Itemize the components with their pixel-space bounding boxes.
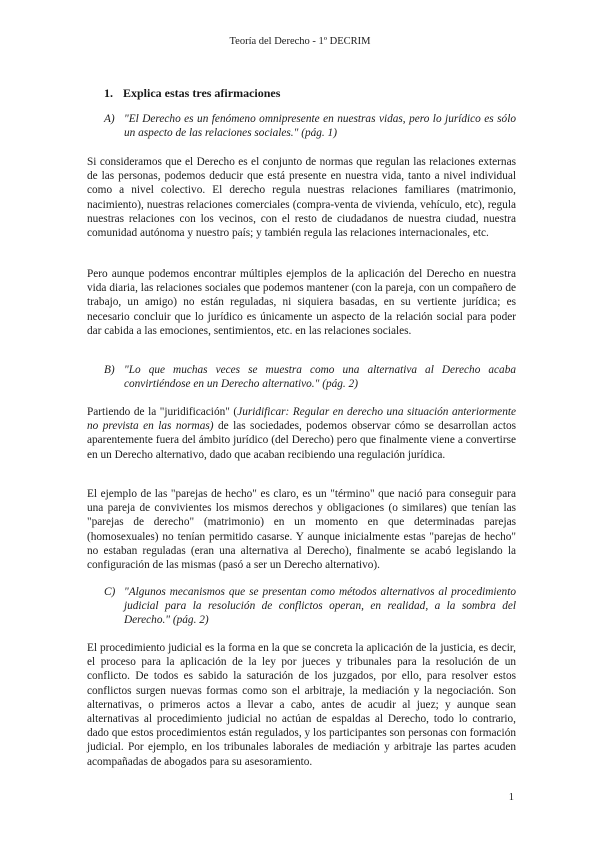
paragraph-b1-end: de las sociedades, podemos observar cómo se desarrollan actos aparentemente fuera del ámbito jurídico (del Derecho) pero que finalmente viene a convertirse en un Derecho alternativo, dado que acaban recibiendo una regulación jurídica. [87,420,517,461]
paragraph-b1 [87,405,516,462]
paragraph-a2: Pero aunque podemos encontrar múltiples ejemplos de la aplicación del Derecho en nuestra vida diaria, las relaciones sociales que podemos mantener (con la pareja, con un compañero de trabajo, un amigo) no están reguladas, ni siquiera basadas, en su vertiente jurídica; es necesario concluir que lo jurídico es únicamente un aspecto de la relación social para poder dar cabida a las emociones, sentimientos, etc. en las relaciones sociales. [87,268,516,337]
paragraph-a1: Si consideramos que el Derecho es el conjunto de normas que regulan las relaciones externas de las personas, podemos deducir que está presente en nuestra vida, tanto a nivel individual como a nivel colectivo. El derecho regula nuestras relaciones familiares (matrimonio, nacimiento), nuestras relaciones comerciales (compra-venta de vivienda, vehículo, etc), regula nuestras relaciones con los vecinos, con el resto de ciudadanos de nuestra ciudad, nuestra comunidad autónoma y nuestro país; y también regula las relaciones internacionales, etc. [87,156,516,240]
quote-b [104,363,516,391]
quote-a-label: A) [104,113,115,125]
section-number: 1. [104,86,113,100]
quote-a-text: "El Derecho es un fenómeno omnipresente en nuestras vidas, pero lo jurídico es sólo un aspecto de las relaciones sociales." (pág. 1) [124,113,516,139]
page-number: 1 [508,792,514,803]
juridificar-definition: Juridificar: Regular en derecho una situación anteriormente no prevista en las normas) [87,406,517,433]
quote-a [104,112,516,140]
paragraph-b1-start: Partiendo de la "juridificación" ( [87,406,238,418]
quote-c-label: C) [104,586,116,598]
quote-c-text: "Algunos mecanismos que se presentan como métodos alternativos al procedimiento judicial para la resolución de conflictos operan, en realidad, a la sombra del Derecho." (pág. 2) [124,586,516,626]
quote-b-text: "Lo que muchas veces se muestra como una alternativa al Derecho acaba convirtiéndose en un Derecho alternativo." (pág. 2) [124,364,516,390]
quote-b-label: B) [104,364,115,376]
section-title: Explica estas tres afirmaciones [123,86,281,100]
paragraph-b2: El ejemplo de las "parejas de hecho" es claro, es un "término" que nació para conseguir para una pareja de convivientes los mismos derechos y obligaciones (o similares) que tenían las "parejas de derecho" (matrimonio) en un momento en que determinadas parejas (homosexuales) no tenían permitido casarse. Y aunque inicialmente estas "parejas de hecho" no estaban reguladas (eran una alternativa al Derecho), finalmente se acabó legislando la configuración de las mismas (pasó a ser un Derecho alternativo). [87,488,516,572]
quote-c [104,585,516,627]
page-header: Teoría del Derecho - 1º DECRIM [229,36,371,47]
paragraph-c1: El procedimiento judicial es la forma en la que se concreta la aplicación de la justicia, es decir, el proceso para la aplicación de la ley por jueces y tribunales para la resolución de un conflicto. De todos es sabido la saturación de los juzgados, por ello, para resolver estos conflictos surgen nuevas formas como son el arbitraje, la mediación y la negociación. Son alternativas, o primeros actos a llevar a cabo, antes de acudir al juez; y aunque sean alternativas al procedimiento judicial no actúan de espaldas al Derecho, todo lo contrario, dado que estos procedimientos están regulados, y los participantes son personas con formación judicial. Por ejemplo, en los tribunales laborales de mediación y arbitraje las partes acuden acompañadas de abogados para su asesoramiento. [87,642,516,768]
section-heading [104,86,280,101]
